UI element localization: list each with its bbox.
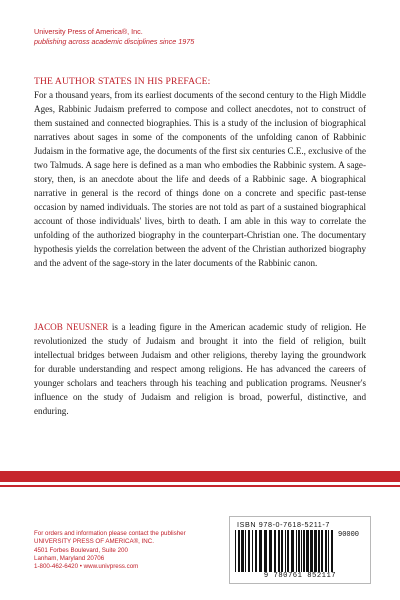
barcode-bar bbox=[298, 530, 300, 572]
barcode-bar bbox=[252, 530, 253, 572]
publisher-name: University Press of America®, Inc. bbox=[34, 27, 143, 36]
publisher-tagline: publishing across academic disciplines since 1975 bbox=[34, 36, 195, 46]
barcode-bar bbox=[287, 530, 289, 572]
barcode-bar bbox=[274, 530, 276, 572]
contact-line-1: For orders and information please contact the publisher bbox=[34, 530, 186, 537]
barcode-bar bbox=[296, 530, 297, 572]
barcode-bar bbox=[281, 530, 283, 572]
preface-heading: THE AUTHOR STATES IN HIS PREFACE: bbox=[34, 76, 211, 87]
barcode-bar bbox=[255, 530, 257, 572]
barcode-bar bbox=[331, 530, 333, 572]
contact-line-5: 1-800-462-6420 • www.univpress.com bbox=[34, 563, 139, 571]
barcode-bar bbox=[321, 530, 323, 572]
barcode-bar bbox=[310, 530, 313, 572]
contact-line-2: UNIVERSITY PRESS OF AMERICA®, INC. bbox=[34, 538, 154, 546]
barcode-bar bbox=[303, 530, 305, 572]
isbn-label: ISBN 978-0-7618-5211-7 bbox=[237, 520, 330, 529]
barcode-number: 9 780761 852117 bbox=[263, 572, 337, 580]
barcode-bar bbox=[235, 530, 236, 572]
barcode-graphic bbox=[235, 530, 333, 572]
barcode-bar bbox=[325, 530, 327, 572]
barcode-bar bbox=[269, 530, 272, 572]
contact-info bbox=[34, 530, 186, 571]
publisher-block bbox=[34, 27, 194, 46]
barcode-bar bbox=[291, 530, 294, 572]
barcode-bar bbox=[259, 530, 262, 572]
red-divider-line bbox=[0, 485, 400, 487]
barcode-bar bbox=[238, 530, 240, 572]
barcode-box bbox=[229, 516, 371, 584]
barcode-bar bbox=[241, 530, 244, 572]
barcode-bar bbox=[278, 530, 280, 572]
price-code: 90000 bbox=[338, 531, 360, 539]
barcode-bar bbox=[328, 530, 329, 572]
contact-line-4: Lanham, Maryland 20706 bbox=[34, 554, 105, 562]
author-name: JACOB NEUSNER bbox=[34, 322, 109, 332]
barcode-bar bbox=[314, 530, 317, 572]
author-bio bbox=[34, 320, 366, 418]
barcode-bar bbox=[248, 530, 250, 572]
preface-text: For a thousand years, from its earliest documents of the second century to the High Middle Ages, Rabbinic Judaism preferred to compose and collect anecdotes, not to construct of them sustained and connected biographies. This is a study of the inclusion of biographical narratives about sages in some of the components of the unfolding canon of Rabbinic Judaism in the formative age, the documents of the first six centuries C.E., exclusive of the two Talmuds. A sage here is defined as a man who embodies the Rabbinic system. A sage-story, then, is an anecdote about the life and deeds of a Rabbinic sage. A biographical narrative in general is the record of things done on a concrete and specific past-tense occasion by named individuals. The stories are not told as part of a sustained biographical account of those individuals' lives, birth to death. I am able in this way to correlate the unfolding of the authorized biography in the counterpart-Christian one. The documentary hypothesis yields the correlation between the advent of the Christian authorized biography and the advent of the sage-story in the later documents of the Rabbinic canon. bbox=[34, 90, 366, 268]
contact-line-3: 4501 Forbes Boulevard, Suite 200 bbox=[34, 546, 128, 554]
barcode-bar bbox=[318, 530, 320, 572]
barcode-bar bbox=[306, 530, 309, 572]
barcode-bar bbox=[285, 530, 286, 572]
author-bio-text: is a leading figure in the American academic study of religion. He revolutionized the study of Judaism and brought it into the field of religion, built intellectual bridges between Judaism and other religions, thereby laying the groundwork for durable understanding and respect among religions. He has advanced the careers of younger scholars and teachers through his teaching and publication programs. Neusner's influence on the study of Judaism and religion is broad, powerful, distinctive, and enduring. bbox=[34, 322, 366, 416]
barcode-bar bbox=[264, 530, 267, 572]
red-band bbox=[0, 471, 400, 482]
barcode-bar bbox=[245, 530, 246, 572]
barcode-bar bbox=[301, 530, 302, 572]
